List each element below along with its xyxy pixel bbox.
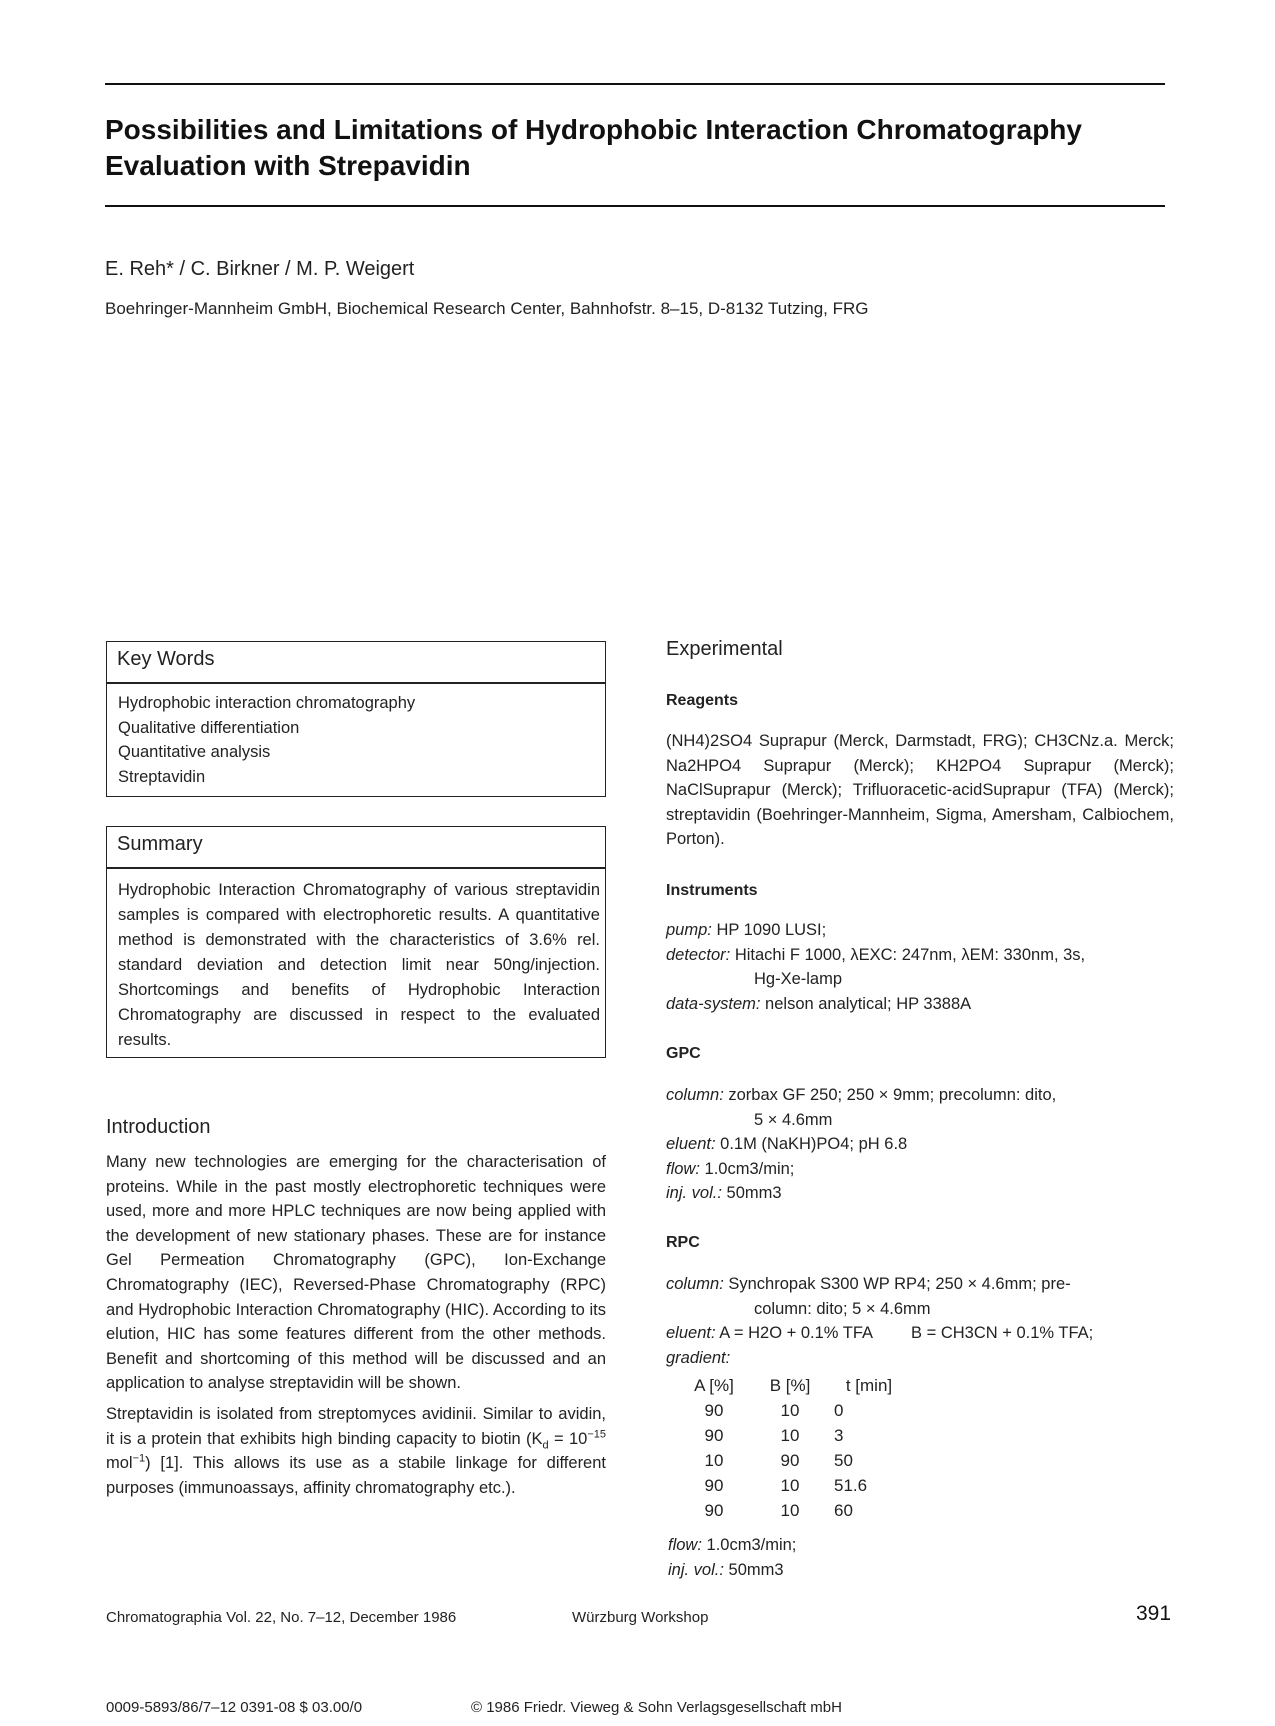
- gpc-flow-label: flow:: [666, 1159, 700, 1178]
- intro-paragraph-1: Many new technologies are emerging for the characterisation of proteins. While in the past mostly electrophoretic techniques were used, more and more HPLC techniques are now being applied with the development of new stationary phases. These are for instance Gel Permeation Chromatography (GPC), Ion-Exchange Chromatography (IEC), Reversed-Phase Chromatography (RPC) and Hydrophobic Interaction Chromatography (HIC). According to its elution, HIC has some features different from the other methods. Benefit and shortcoming of this method will be discussed and an application to analyse streptavidin will be shown.: [106, 1153, 606, 1393]
- gpc-eluent-row: [666, 1132, 1174, 1157]
- instruments-heading: Instruments: [666, 882, 758, 899]
- keywords-box: [106, 641, 606, 797]
- rpc-eluent-b: B = CH3CN + 0.1% TFA;: [911, 1324, 1094, 1343]
- footer-journal: Chromatographia Vol. 22, No. 7–12, December 1986: [106, 1609, 457, 1626]
- detector-row: [666, 943, 1174, 968]
- keywords-divider: [107, 682, 605, 684]
- cell: 90: [704, 1476, 724, 1495]
- gpc-inj-value: 50mm3: [726, 1184, 782, 1203]
- cell: 10: [704, 1451, 724, 1470]
- table-row: [676, 1423, 910, 1448]
- rpc-eluent-label: eluent:: [666, 1324, 716, 1343]
- cell: 3: [834, 1426, 844, 1445]
- rpc-flow-row: [668, 1533, 1176, 1558]
- table-row: [676, 1498, 910, 1523]
- footer-copyright: © 1986 Friedr. Vieweg & Sohn Verlagsgesellschaft mbH: [471, 1699, 842, 1716]
- gpc-params: [666, 1083, 1174, 1206]
- gpc-column-label: column:: [666, 1086, 724, 1104]
- gpc-inj-label: inj. vol.:: [666, 1184, 722, 1203]
- gradient-table: [676, 1373, 910, 1523]
- experimental-heading: Experimental: [666, 638, 783, 660]
- gpc-flow-row: [666, 1157, 1174, 1182]
- cell: 60: [834, 1501, 853, 1520]
- exponent: −15: [587, 1428, 606, 1441]
- pump-value: HP 1090 LUSI;: [716, 921, 827, 939]
- instruments-list: [666, 918, 1174, 1016]
- rpc-eluent-row: [666, 1321, 1174, 1346]
- gpc-column-value: zorbax GF 250; 250 × 9mm; precolumn: dito,: [728, 1086, 1057, 1104]
- rpc-column-value: Synchropak S300 WP RP4; 250 × 4.6mm; pre-: [728, 1275, 1071, 1293]
- reagents-heading: Reagents: [666, 692, 739, 709]
- rpc-flow-label: flow:: [668, 1536, 702, 1554]
- datasystem-label: data-system:: [666, 994, 761, 1013]
- keyword-item: Quantitative analysis: [118, 743, 271, 761]
- gradient-col-b: B [%]: [769, 1376, 811, 1395]
- introduction-heading: Introduction: [106, 1116, 211, 1138]
- gpc-column-row: [666, 1083, 1174, 1108]
- detector-row-2: Hg-Xe-lamp: [754, 970, 843, 989]
- detector-label: detector:: [666, 945, 731, 964]
- paper-title: [105, 112, 1165, 184]
- rpc-params-2: [668, 1533, 1176, 1582]
- detector-value: Hitachi F 1000, λEXC: 247nm, λEM: 330nm, 3s,: [734, 945, 1086, 964]
- summary-divider: [107, 867, 605, 869]
- table-row: [676, 1398, 910, 1423]
- gpc-flow-value: 1.0cm3/min;: [704, 1159, 795, 1178]
- reagents-text: (NH4)2SO4 Suprapur (Merck, Darmstadt, FRG); CH3CNz.a. Merck; Na2HPO4 Suprapur (Merck); KH2PO4 Suprapur (Merck); NaClSuprapur (Merck); Trifluoracetic-acidSuprapur (TFA) (Merck); streptavidin (Boehringer-Mannheim, Sigma, Amersham, Calbiochem, Porton).: [666, 732, 1174, 849]
- gpc-eluent-value: 0.1M (NaKH)PO4; pH 6.8: [720, 1135, 908, 1154]
- top-rule: [105, 83, 1165, 85]
- cell: 10: [780, 1401, 800, 1420]
- cell: 90: [704, 1426, 724, 1445]
- keywords-list: [118, 691, 415, 789]
- gpc-inj-row: [666, 1181, 1174, 1206]
- cell: 0: [834, 1401, 844, 1420]
- table-row: [676, 1448, 910, 1473]
- gradient-col-a: A [%]: [694, 1376, 734, 1395]
- cell: 90: [780, 1451, 800, 1470]
- footer-code: 0009-5893/86/7–12 0391-08 $ 03.00/0: [106, 1699, 363, 1716]
- rpc-params: [666, 1272, 1174, 1370]
- cell: 50: [834, 1451, 853, 1470]
- title-bottom-rule: [105, 205, 1165, 207]
- exponent: −1: [132, 1452, 146, 1465]
- summary-text: Hydrophobic Interaction Chromatography of various streptavidin samples is compared with electrophoretic results. A quantitative method is demonstrated with the characteristics of 3.6% rel. standard deviation and detection limit near 50ng/injection. Shortcomings and benefits of Hydrophobic Interaction Chromatography are discussed in respect to the evaluated results.: [118, 881, 600, 1049]
- gpc-eluent-label: eluent:: [666, 1135, 716, 1154]
- rpc-inj-row: [668, 1558, 1176, 1583]
- table-row: [676, 1473, 910, 1498]
- rpc-flow-value: 1.0cm3/min;: [706, 1536, 797, 1554]
- footer-workshop: Würzburg Workshop: [572, 1609, 709, 1626]
- cell: 10: [780, 1476, 800, 1495]
- rpc-column-row-2: column: dito; 5 × 4.6mm: [754, 1299, 931, 1318]
- kd-subscript: d: [542, 1438, 549, 1451]
- keyword-item: Streptavidin: [118, 767, 206, 786]
- cell: 90: [704, 1501, 724, 1520]
- authors: E. Reh* / C. Birkner / M. P. Weigert: [105, 258, 415, 280]
- cell: 90: [704, 1401, 724, 1420]
- rpc-inj-value: 50mm3: [728, 1560, 784, 1579]
- datasystem-row: [666, 992, 1174, 1017]
- rpc-column-label: column:: [666, 1275, 724, 1293]
- pump-row: [666, 918, 1174, 943]
- title-line-1: Possibilities and Limitations of Hydrophobic Interaction Chromatography: [105, 114, 1082, 145]
- gpc-heading: GPC: [666, 1045, 701, 1062]
- intro-p2-text: mol: [106, 1454, 133, 1473]
- cell: 51.6: [834, 1476, 868, 1495]
- introduction-body: [106, 1150, 606, 1506]
- summary-heading: Summary: [117, 833, 203, 855]
- rpc-heading: RPC: [666, 1234, 700, 1251]
- gpc-column-row-2: 5 × 4.6mm: [754, 1110, 833, 1129]
- rpc-column-row: [666, 1272, 1174, 1297]
- affiliation: Boehringer-Mannheim GmbH, Biochemical Research Center, Bahnhofstr. 8–15, D-8132 Tutzing, FRG: [105, 299, 869, 318]
- keyword-item: Hydrophobic interaction chromatography: [118, 694, 416, 712]
- intro-p2-text: ) [1]. This allows its use as a stabile linkage for different purposes (immunoassays, affinity chromatography etc.).: [106, 1454, 606, 1497]
- rpc-gradient-label: gradient:: [666, 1348, 731, 1367]
- rpc-inj-label: inj. vol.:: [668, 1560, 724, 1579]
- intro-p2-text: Streptavidin is isolated from streptomyces avidinii. Similar to avidin, it is a protein that exhibits high binding capacity to biotin (K: [106, 1404, 606, 1448]
- cell: 10: [780, 1426, 800, 1445]
- gradient-col-t: t [min]: [845, 1376, 893, 1395]
- keywords-heading: Key Words: [117, 648, 215, 670]
- intro-paragraph-2: [106, 1402, 606, 1500]
- title-line-2: Evaluation with Strepavidin: [105, 150, 471, 181]
- rpc-eluent-a: A = H2O + 0.1% TFA: [719, 1324, 874, 1343]
- datasystem-value: nelson analytical; HP 3388A: [765, 994, 972, 1013]
- cell: 10: [780, 1501, 800, 1520]
- pump-label: pump:: [666, 921, 712, 939]
- intro-p2-text: = 10: [548, 1429, 588, 1448]
- gradient-header-row: [676, 1373, 910, 1398]
- page-number: 391: [1136, 1602, 1172, 1625]
- keyword-item: Qualitative differentiation: [118, 718, 300, 737]
- summary-box: [106, 826, 606, 1058]
